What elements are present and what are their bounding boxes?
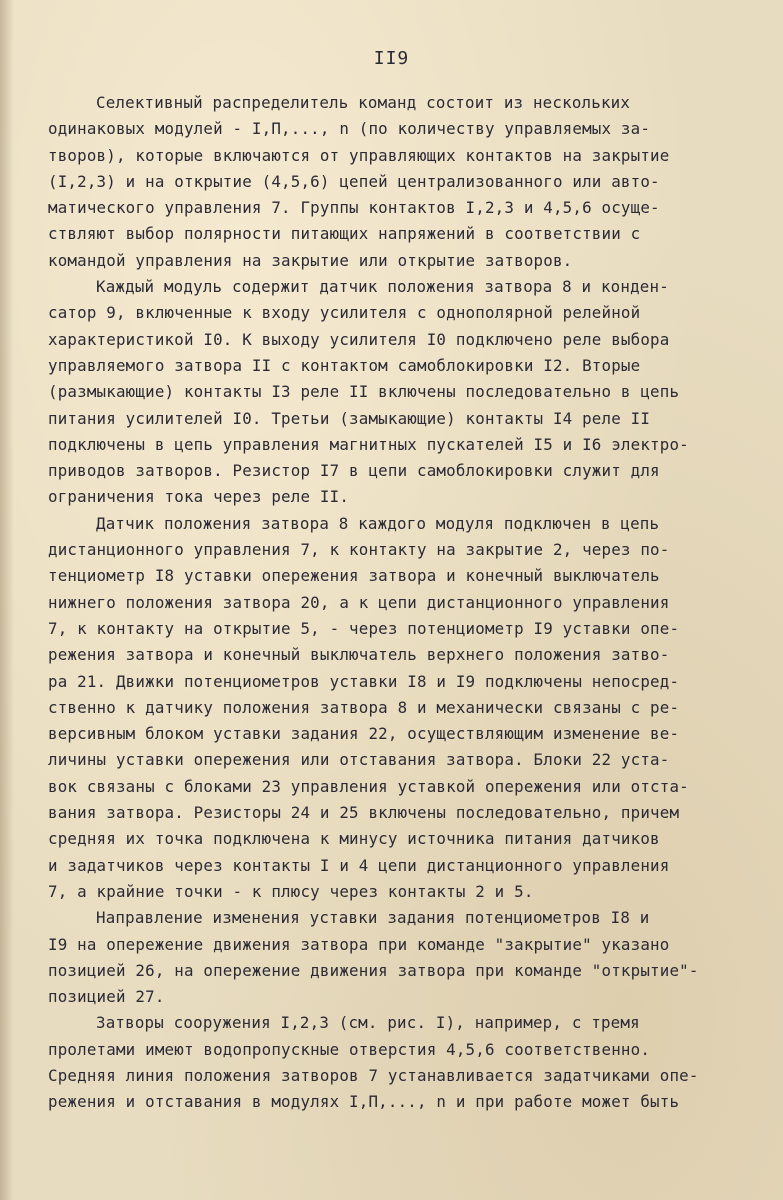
- text-line: Направление изменения уставки задания потенциометров I8 и: [96, 908, 650, 928]
- text-line: нижнего положения затвора 20, а к цепи дистанционного управления: [48, 592, 670, 612]
- text-line: (размыкающие) контакты I3 реле II включены последовательно в цепь: [48, 382, 680, 402]
- body-text: [48, 90, 748, 1116]
- text-line: личины уставки опережения или отставания затвора. Блоки 22 уста-: [48, 750, 670, 770]
- text-line: ограничения тока через реле II.: [48, 487, 350, 507]
- text-line: приводов затворов. Резистор I7 в цепи самоблокировки служит для: [48, 461, 660, 481]
- text-line: одинаковых модулей - I,П,..., n (по количеству управляемых за-: [48, 119, 651, 139]
- text-line: режения и отставания в модулях I,П,..., n и при работе может быть: [48, 1092, 680, 1112]
- text-line: Затворы сооружения I,2,3 (см. рис. I), например, с тремя: [96, 1013, 640, 1033]
- text-line: управляемого затвора II с контактом самоблокировки I2. Вторые: [48, 355, 641, 375]
- page-edge-shadow: [0, 0, 14, 1200]
- text-line: позицией 26, на опережение движения затвора при команде "открытие"-: [48, 960, 699, 980]
- text-line: вания затвора. Резисторы 24 и 25 включены последовательно, причем: [48, 803, 680, 823]
- text-line: версивным блоком уставки задания 22, осуществляющим изменение ве-: [48, 724, 680, 744]
- text-line: ра 21. Движки потенциометров уставки I8 и I9 подключены непосред-: [48, 671, 680, 691]
- text-line: дистанционного управления 7, к контакту на закрытие 2, через по-: [48, 540, 670, 560]
- text-line: ствляют выбор полярности питающих напряжений в соответствии с: [48, 224, 641, 244]
- text-line: командой управления на закрытие или открытие затворов.: [48, 250, 573, 270]
- text-line: 7, а крайние точки - к плюсу через контакты 2 и 5.: [48, 881, 534, 901]
- text-line: и задатчиков через контакты I и 4 цепи дистанционного управления: [48, 855, 670, 875]
- text-line: Средняя линия положения затворов 7 устанавливается задатчиками опе-: [48, 1065, 699, 1085]
- text-line: средняя их точка подключена к минусу источника питания датчиков: [48, 829, 660, 849]
- text-line: подключены в цепь управления магнитных пускателей I5 и I6 электро-: [48, 434, 689, 454]
- text-line: вок связаны с блоками 23 управления уставкой опережения или отста-: [48, 776, 689, 796]
- text-line: Селективный распределитель команд состоит из нескольких: [96, 93, 631, 112]
- text-line: ственно к датчику положения затвора 8 и механически связаны с ре-: [48, 697, 680, 717]
- text-line: сатор 9, включенные к входу усилителя с однополярной релейной: [48, 303, 641, 323]
- text-line: пролетами имеют водопропускные отверстия 4,5,6 соответственно.: [48, 1039, 651, 1059]
- text-line: тенциометр I8 уставки опережения затвора и конечный выключатель: [48, 566, 660, 586]
- text-line: позицией 27.: [48, 987, 165, 1007]
- text-line: Датчик положения затвора 8 каждого модуля подключен в цепь: [96, 513, 660, 533]
- text-line: характеристикой I0. К выходу усилителя I0 подключено реле выбора: [48, 329, 670, 349]
- page-number: II9: [373, 48, 410, 69]
- text-line: (I,2,3) и на открытие (4,5,6) цепей централизованного или авто-: [48, 171, 660, 191]
- text-line: I9 на опережение движения затвора при команде "закрытие" указано: [48, 934, 670, 954]
- text-line: режения затвора и конечный выключатель верхнего положения затво-: [48, 645, 670, 665]
- text-line: Каждый модуль содержит датчик положения затвора 8 и конден-: [96, 277, 669, 297]
- text-line: матического управления 7. Группы контактов I,2,3 и 4,5,6 осуще-: [48, 198, 660, 218]
- text-line: 7, к контакту на открытие 5, - через потенциометр I9 уставки опе-: [48, 618, 680, 638]
- text-line: питания усилителей I0. Третьи (замыкающие) контакты I4 реле II: [48, 408, 651, 428]
- text-line: творов), которые включаются от управляющих контактов на закрытие: [48, 145, 670, 165]
